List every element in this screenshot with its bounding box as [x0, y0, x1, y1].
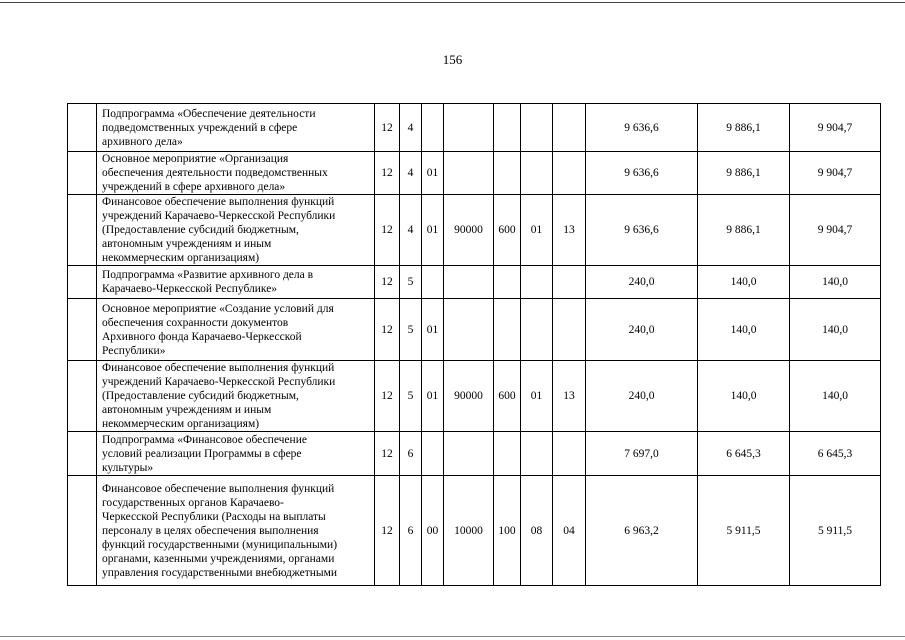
subprogram-code-cell: 5 — [400, 266, 422, 299]
direction-code-cell: 90000 — [444, 361, 494, 432]
amount-year2-cell: 9 886,1 — [698, 195, 790, 266]
row-title-line: обеспечения деятельности подведомственных — [102, 167, 328, 179]
row-title-line: (Предоставление субсидий бюджетным, — [102, 224, 299, 236]
row-title-line: Основное мероприятие «Создание условий для — [102, 302, 334, 315]
row-title-cell — [97, 299, 375, 361]
section-code-cell: 12 — [375, 361, 400, 432]
row-margin-cell — [68, 432, 97, 476]
subprogram-code-cell: 5 — [400, 299, 422, 361]
amount-year2-cell: 140,0 — [698, 266, 790, 299]
subsection-code-cell — [521, 152, 553, 195]
activity-code-cell — [422, 266, 444, 299]
section-code-cell: 12 — [375, 432, 400, 476]
section-code-cell: 12 — [375, 266, 400, 299]
amount-year1-cell: 6 963,2 — [586, 476, 698, 586]
subsection-code-cell: 01 — [521, 195, 553, 266]
subprogram-code-cell: 6 — [400, 476, 422, 586]
table-row — [68, 195, 881, 266]
row-title-line: Архивного фонда Карачаево-Черкесской — [102, 330, 302, 343]
row-title-line: Финансовое обеспечение выполнения функций — [102, 482, 335, 495]
target-code-cell — [553, 152, 586, 195]
row-title-line: Финансовое обеспечение выполнения функций — [102, 362, 335, 374]
row-margin-cell — [68, 361, 97, 432]
row-title-line: Основное мероприятие «Организация — [102, 153, 289, 165]
subsection-code-cell — [521, 299, 553, 361]
table-row — [68, 432, 881, 476]
expense-type-code-cell: 100 — [494, 476, 521, 586]
row-title-line: функций государственными (муниципальными) — [102, 538, 338, 551]
row-title-line: условий реализации Программы в сфере — [102, 447, 302, 460]
section-code-cell: 12 — [375, 152, 400, 195]
row-title-line: архивного дела» — [102, 135, 183, 148]
row-title-line: подведомственных учреждений в сфере — [102, 121, 298, 134]
budget-table — [67, 103, 881, 586]
amount-year1-cell: 9 636,6 — [586, 195, 698, 266]
activity-code-cell: 01 — [422, 361, 444, 432]
subprogram-code-cell: 5 — [400, 361, 422, 432]
expense-type-code-cell — [494, 104, 521, 152]
section-code-cell: 12 — [375, 476, 400, 586]
expense-type-code-cell — [494, 432, 521, 476]
subsection-code-cell — [521, 104, 553, 152]
direction-code-cell — [444, 266, 494, 299]
table-row — [68, 152, 881, 195]
row-margin-cell — [68, 476, 97, 586]
direction-code-cell: 10000 — [444, 476, 494, 586]
amount-year3-cell: 9 904,7 — [790, 195, 881, 266]
row-title-line: обеспечения сохранности документов — [102, 316, 289, 329]
direction-code-cell — [444, 152, 494, 195]
section-code-cell: 12 — [375, 104, 400, 152]
row-title-line: Республики» — [102, 344, 166, 357]
row-title-cell — [97, 432, 375, 476]
activity-code-cell: 01 — [422, 299, 444, 361]
subprogram-code-cell: 6 — [400, 432, 422, 476]
amount-year2-cell: 140,0 — [698, 361, 790, 432]
row-title-line: государственных органов Карачаево- — [102, 496, 284, 509]
direction-code-cell — [444, 432, 494, 476]
row-margin-cell — [68, 104, 97, 152]
table-row — [68, 266, 881, 299]
subprogram-code-cell: 4 — [400, 195, 422, 266]
row-title-line: учреждений в сфере архивного дела» — [102, 181, 286, 193]
subsection-code-cell: 01 — [521, 361, 553, 432]
expense-type-code-cell: 600 — [494, 361, 521, 432]
row-title-line: автономным учреждениям и иным — [102, 404, 272, 416]
table-row — [68, 299, 881, 361]
row-title-line: некоммерческим организациям) — [102, 418, 260, 430]
row-title-line: персоналу в целях обеспечения выполнения — [102, 524, 319, 537]
target-code-cell: 13 — [553, 361, 586, 432]
top-rule — [0, 2, 905, 3]
amount-year3-cell: 140,0 — [790, 266, 881, 299]
row-title-line: Подпрограмма «Обеспечение деятельности — [102, 107, 316, 120]
amount-year3-cell: 6 645,3 — [790, 432, 881, 476]
amount-year3-cell: 140,0 — [790, 299, 881, 361]
row-title-line: культуры» — [102, 461, 154, 474]
direction-code-cell — [444, 299, 494, 361]
row-margin-cell — [68, 195, 97, 266]
row-margin-cell — [68, 299, 97, 361]
amount-year2-cell: 9 886,1 — [698, 152, 790, 195]
section-code-cell: 12 — [375, 299, 400, 361]
row-title-cell — [97, 266, 375, 299]
target-code-cell — [553, 266, 586, 299]
row-title-cell — [97, 361, 375, 432]
row-margin-cell — [68, 266, 97, 299]
amount-year3-cell: 9 904,7 — [790, 104, 881, 152]
row-title-cell — [97, 195, 375, 266]
direction-code-cell: 90000 — [444, 195, 494, 266]
amount-year3-cell: 5 911,5 — [790, 476, 881, 586]
subsection-code-cell — [521, 266, 553, 299]
row-title-line: Подпрограмма «Развитие архивного дела в — [102, 269, 314, 281]
expense-type-code-cell: 600 — [494, 195, 521, 266]
row-title-line: (Предоставление субсидий бюджетным, — [102, 390, 299, 402]
target-code-cell: 13 — [553, 195, 586, 266]
row-title-line: учреждений Карачаево-Черкесской Республики — [102, 210, 336, 222]
amount-year2-cell: 9 886,1 — [698, 104, 790, 152]
row-title-line: Подпрограмма «Финансовое обеспечение — [102, 433, 307, 446]
amount-year3-cell: 140,0 — [790, 361, 881, 432]
amount-year1-cell: 240,0 — [586, 266, 698, 299]
target-code-cell — [553, 104, 586, 152]
page-number: 156 — [442, 52, 463, 67]
row-title-line: автономным учреждениям и иным — [102, 238, 272, 250]
target-code-cell: 04 — [553, 476, 586, 586]
bottom-rule — [0, 636, 905, 637]
expense-type-code-cell — [494, 299, 521, 361]
expense-type-code-cell — [494, 266, 521, 299]
row-title-cell — [97, 152, 375, 195]
table-row — [68, 104, 881, 152]
activity-code-cell: 00 — [422, 476, 444, 586]
expense-type-code-cell — [494, 152, 521, 195]
row-title-line: органами, казенными учреждениями, органами — [102, 552, 335, 565]
amount-year1-cell: 9 636,6 — [586, 152, 698, 195]
activity-code-cell: 01 — [422, 152, 444, 195]
subsection-code-cell — [521, 432, 553, 476]
amount-year3-cell: 9 904,7 — [790, 152, 881, 195]
amount-year1-cell: 240,0 — [586, 361, 698, 432]
row-title-line: Финансовое обеспечение выполнения функций — [102, 196, 335, 208]
amount-year2-cell: 140,0 — [698, 299, 790, 361]
section-code-cell: 12 — [375, 195, 400, 266]
activity-code-cell — [422, 432, 444, 476]
subprogram-code-cell: 4 — [400, 152, 422, 195]
row-title-line: управления государственными внебюджетными — [102, 566, 338, 579]
row-title-line: учреждений Карачаево-Черкесской Республики — [102, 376, 336, 388]
row-title-line: Карачаево-Черкесской Республике» — [102, 283, 278, 295]
activity-code-cell: 01 — [422, 195, 444, 266]
target-code-cell — [553, 299, 586, 361]
direction-code-cell — [444, 104, 494, 152]
row-title-cell — [97, 104, 375, 152]
row-margin-cell — [68, 152, 97, 195]
subprogram-code-cell: 4 — [400, 104, 422, 152]
table-row — [68, 476, 881, 586]
row-title-line: Черкесской Республики (Расходы на выплаты — [102, 510, 326, 523]
row-title-line: некоммерческим организациям) — [102, 252, 260, 264]
target-code-cell — [553, 432, 586, 476]
amount-year2-cell: 5 911,5 — [698, 476, 790, 586]
amount-year1-cell: 9 636,6 — [586, 104, 698, 152]
activity-code-cell — [422, 104, 444, 152]
amount-year1-cell: 7 697,0 — [586, 432, 698, 476]
row-title-cell — [97, 476, 375, 586]
subsection-code-cell: 08 — [521, 476, 553, 586]
amount-year2-cell: 6 645,3 — [698, 432, 790, 476]
table-row — [68, 361, 881, 432]
amount-year1-cell: 240,0 — [586, 299, 698, 361]
